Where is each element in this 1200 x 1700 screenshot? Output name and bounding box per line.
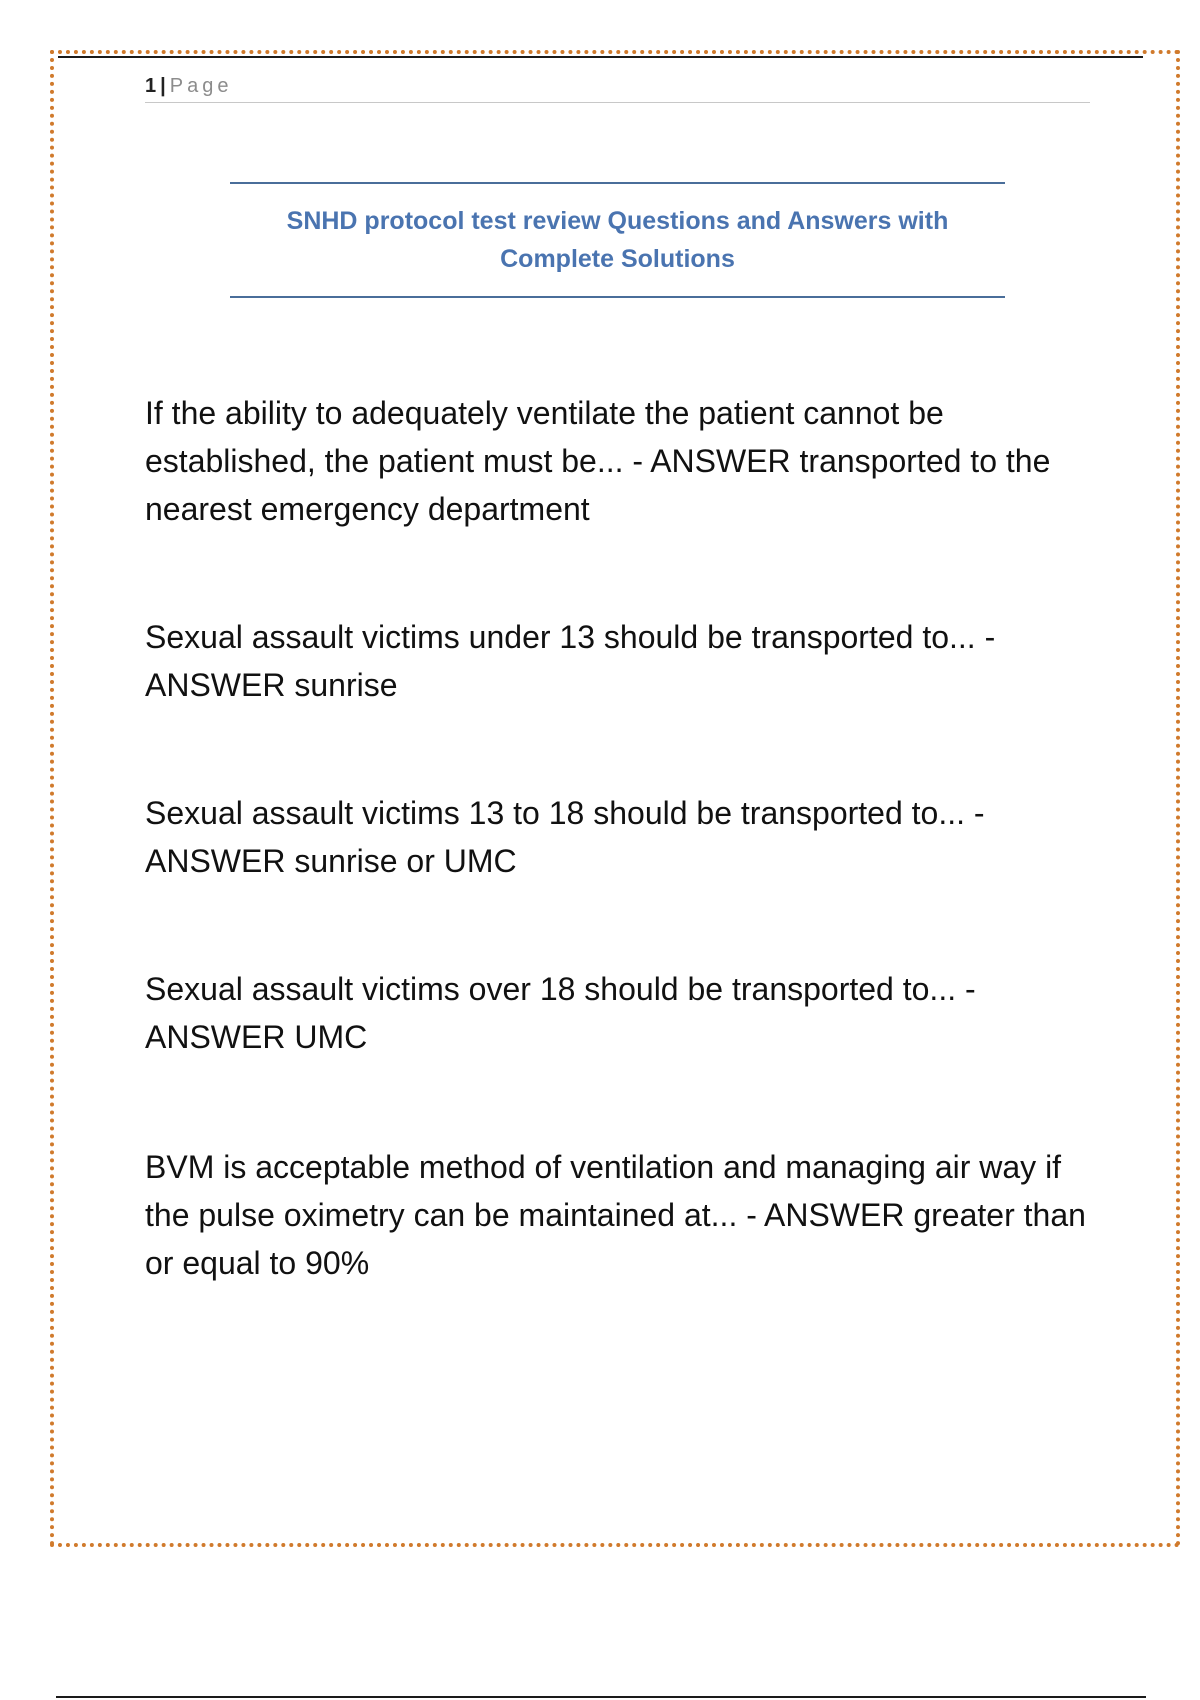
qa-item: Sexual assault victims 13 to 18 should be transported to... - ANSWER sunrise or UMC (145, 795, 985, 879)
qa-item: Sexual assault victims under 13 should be transported to... - ANSWER sunrise (145, 619, 996, 703)
top-rule (58, 56, 1143, 58)
qa-item: Sexual assault victims over 18 should be transported to... - ANSWER UMC (145, 971, 976, 1055)
bottom-rule (56, 1696, 1146, 1698)
document-title: SNHD protocol test review Questions and Answers with Complete Solutions (286, 207, 949, 273)
page-header (145, 74, 1090, 103)
qa-item: If the ability to adequately ventilate the patient cannot be established, the patient must be... - ANSWER transported to the nearest emergency department (145, 395, 1051, 527)
title-block (230, 182, 1005, 298)
page-separator: | (160, 75, 166, 97)
qa-item: BVM is acceptable method of ventilation and managing air way if the pulse oximetry can be maintained at... - ANSWER greater than or equal to 90% (145, 1149, 1086, 1281)
page-label: Page (169, 75, 233, 97)
page-number: 1 (145, 75, 157, 97)
